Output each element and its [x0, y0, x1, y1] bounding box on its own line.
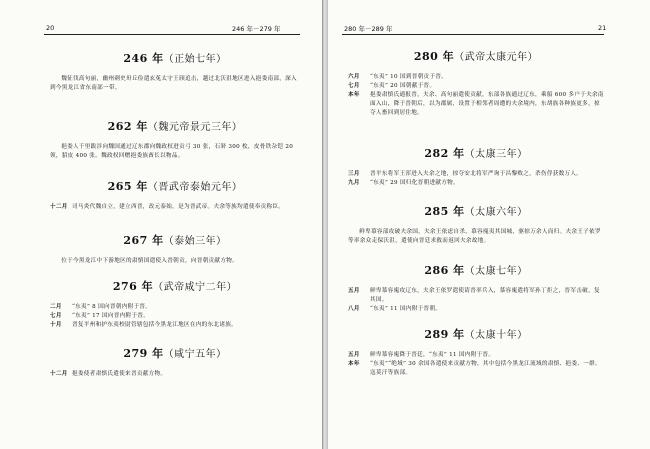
entry-era: （正始七年）: [163, 54, 227, 65]
left-page-number: 20: [46, 24, 55, 32]
entry-heading: [348, 48, 604, 64]
entry-era: （咸宁五年）: [163, 349, 227, 360]
entry-row: [348, 73, 604, 82]
entry-heading: [348, 326, 604, 342]
entry-heading: [50, 278, 300, 294]
entry-era: （武帝咸宁二年）: [153, 282, 238, 293]
entry-era: （魏元帝景元三年）: [147, 122, 243, 133]
entry-era: （太康三年）: [464, 149, 528, 160]
entry-row: [50, 370, 300, 379]
row-month: 八月: [348, 306, 360, 312]
right-page-number: 21: [598, 24, 607, 32]
right-page: [328, 0, 650, 449]
row-month: 本年: [348, 361, 360, 367]
left-header-rule: [44, 34, 300, 35]
entry-era: （晋武帝泰始元年）: [147, 182, 243, 193]
entry-rows: [348, 287, 604, 314]
row-month: 十二月: [50, 204, 68, 210]
entry-paragraph: 魏征伐高句丽，幽州刺史毌丘俭遣玄菟太守王颀追击，越过北沃沮地区进入挹娄南部，深入到今黑龙江省东南部一带。: [50, 76, 297, 91]
row-text: “东夷” 8 国向晋朝内附于晋。: [72, 304, 152, 310]
entry-heading: [348, 262, 604, 278]
row-month: 三月: [348, 171, 360, 177]
entry-year: 282 年: [424, 147, 465, 160]
entry-285: [348, 203, 604, 246]
entry-heading: [50, 178, 300, 194]
row-month: 六月: [348, 74, 360, 80]
row-text: “东夷” 11 国内附于晋朝。: [370, 306, 442, 312]
entry-rows: [348, 170, 604, 188]
entry-year: 285 年: [424, 205, 465, 218]
entry-289: [348, 326, 604, 378]
entry-row: [348, 170, 604, 179]
entry-row: [348, 305, 604, 314]
entry-year: 279 年: [123, 347, 164, 360]
row-month: 十二月: [50, 371, 68, 377]
entry-row: [50, 312, 300, 321]
entry-year: 276 年: [112, 280, 154, 293]
entry-year: 265 年: [107, 180, 148, 193]
row-text: “东夷” 20 国朝献于晋。: [370, 83, 436, 89]
entry-row: [50, 303, 300, 312]
row-text: 鲜卑慕容廆攻辽东，夫余王依罗遣使请晋率兵入，慕容廆遣将军孙丁拒之，晋军击破，复其国。: [370, 288, 600, 303]
right-running-title: 280 年－289 年: [344, 25, 393, 33]
left-page: [0, 0, 322, 449]
entry-rows: [50, 370, 300, 379]
entry-paragraph: 挹娄人千里跋涉向魏国通过辽东郡向魏政权进贡弓 30 张，石砮 300 枚，皮骨铁杂铠 20 领，貂皮 400 张。魏政权回赠挹娄族酋长以物品。: [50, 144, 294, 159]
row-month: 本年: [348, 92, 360, 98]
row-text: 挹娄肃慎氏通报晋，夫余、高句丽遣使贡献，东部各族通过辽东，乘船 600 多户于夫余南面入山，降于晋朝后，以为郡属，设置于相邻者周遭的夫余境内，东胡族各种族更多，掠夺人畜回到居住地。: [370, 92, 604, 116]
row-text: “东夷” 10 国到晋朝贡于晋。: [370, 74, 448, 80]
entry-heading: [348, 145, 604, 161]
entry-year: 280 年: [413, 50, 455, 63]
row-month: 五月: [348, 288, 360, 294]
row-month: 九月: [348, 180, 360, 186]
entry-heading: [50, 118, 300, 134]
entry-267: [50, 232, 300, 266]
entry-265: [50, 178, 300, 212]
entry-year: 289 年: [424, 328, 465, 341]
entry-280: [348, 48, 604, 118]
left-running-title: 246 年－279 年: [232, 25, 281, 33]
entry-heading: [50, 345, 300, 361]
entry-276: [50, 278, 300, 330]
row-text: “东夷” 29 国归化晋朝进献方物。: [370, 180, 459, 186]
entry-era: （太康六年）: [464, 207, 528, 218]
entry-262: [50, 118, 300, 161]
entry-row: [348, 360, 604, 378]
entry-era: （太康十年）: [464, 330, 528, 341]
row-text: 司马炎代魏自立，建立西晋，改元泰始。是为晋武帝。夫余等族均遣使奉贡称臣。: [72, 204, 285, 210]
entry-heading: [50, 232, 300, 248]
entry-row: [348, 287, 604, 305]
entry-year: 262 年: [107, 120, 148, 133]
row-month: 二月: [50, 304, 62, 310]
entry-282: [348, 145, 604, 188]
entry-paragraph: 位于今黑龙江中下游地区的肃慎国遣使入晋朝贡，向晋朝贡献方物。: [61, 258, 239, 264]
entry-rows: [50, 303, 300, 330]
right-header-rule: [342, 34, 604, 35]
row-text: 挹娄使者肃慎氏遣使来晋贡献方物。: [72, 371, 167, 377]
row-text: “东夷” 17 国向晋内附于晋。: [72, 313, 150, 319]
entry-heading: [348, 203, 604, 219]
row-month: 十月: [50, 322, 62, 328]
row-month: 五月: [348, 352, 360, 358]
entry-row: [50, 321, 300, 330]
entry-rows: [50, 203, 300, 212]
entry-246: [50, 50, 300, 93]
row-month: 七月: [348, 83, 360, 89]
entry-year: 246 年: [123, 52, 164, 65]
row-month: 七月: [50, 313, 62, 319]
entry-rows: [348, 73, 604, 118]
entry-era: （武帝太康元年）: [454, 52, 539, 63]
entry-rows: [348, 351, 604, 378]
entry-row: [348, 179, 604, 188]
row-text: 晋复平州和护东夷校尉管辖包括今黑龙江地区在内的东北诸族。: [72, 322, 238, 328]
entry-row: [348, 351, 604, 360]
row-text: 晋平东将军王浑进入夫余之地，掠夺安北将军严询于昌黎败之，杀伤俘获数万人。: [370, 171, 583, 177]
row-text: “东夷”“绝域” 30 余国各遣使来贡献方物，其中包括今黑龙江流域的肃慎、挹娄、一群、寇莫汗等族部。: [370, 361, 601, 376]
entry-279: [50, 345, 300, 379]
row-text: 鲜卑慕容廆降于晋廷，“东夷” 11 国内附于晋。: [370, 352, 495, 358]
entry-year: 267 年: [123, 234, 164, 247]
entry-era: （泰始三年）: [163, 236, 227, 247]
entry-row: [348, 82, 604, 91]
entry-row: [50, 203, 300, 212]
entry-heading: [50, 50, 300, 66]
entry-year: 286 年: [424, 264, 465, 277]
entry-paragraph: 鲜卑慕容部攻破夫余国，夫余王依虑自杀，慕容廆夷其国城，驱掠万余人而归。夫余王子依罗等率余众走保沃沮，遣使向晋廷求救而返回夫余故地。: [348, 229, 601, 244]
entry-row: [348, 91, 604, 118]
entry-286: [348, 262, 604, 314]
entry-era: （太康七年）: [464, 266, 528, 277]
